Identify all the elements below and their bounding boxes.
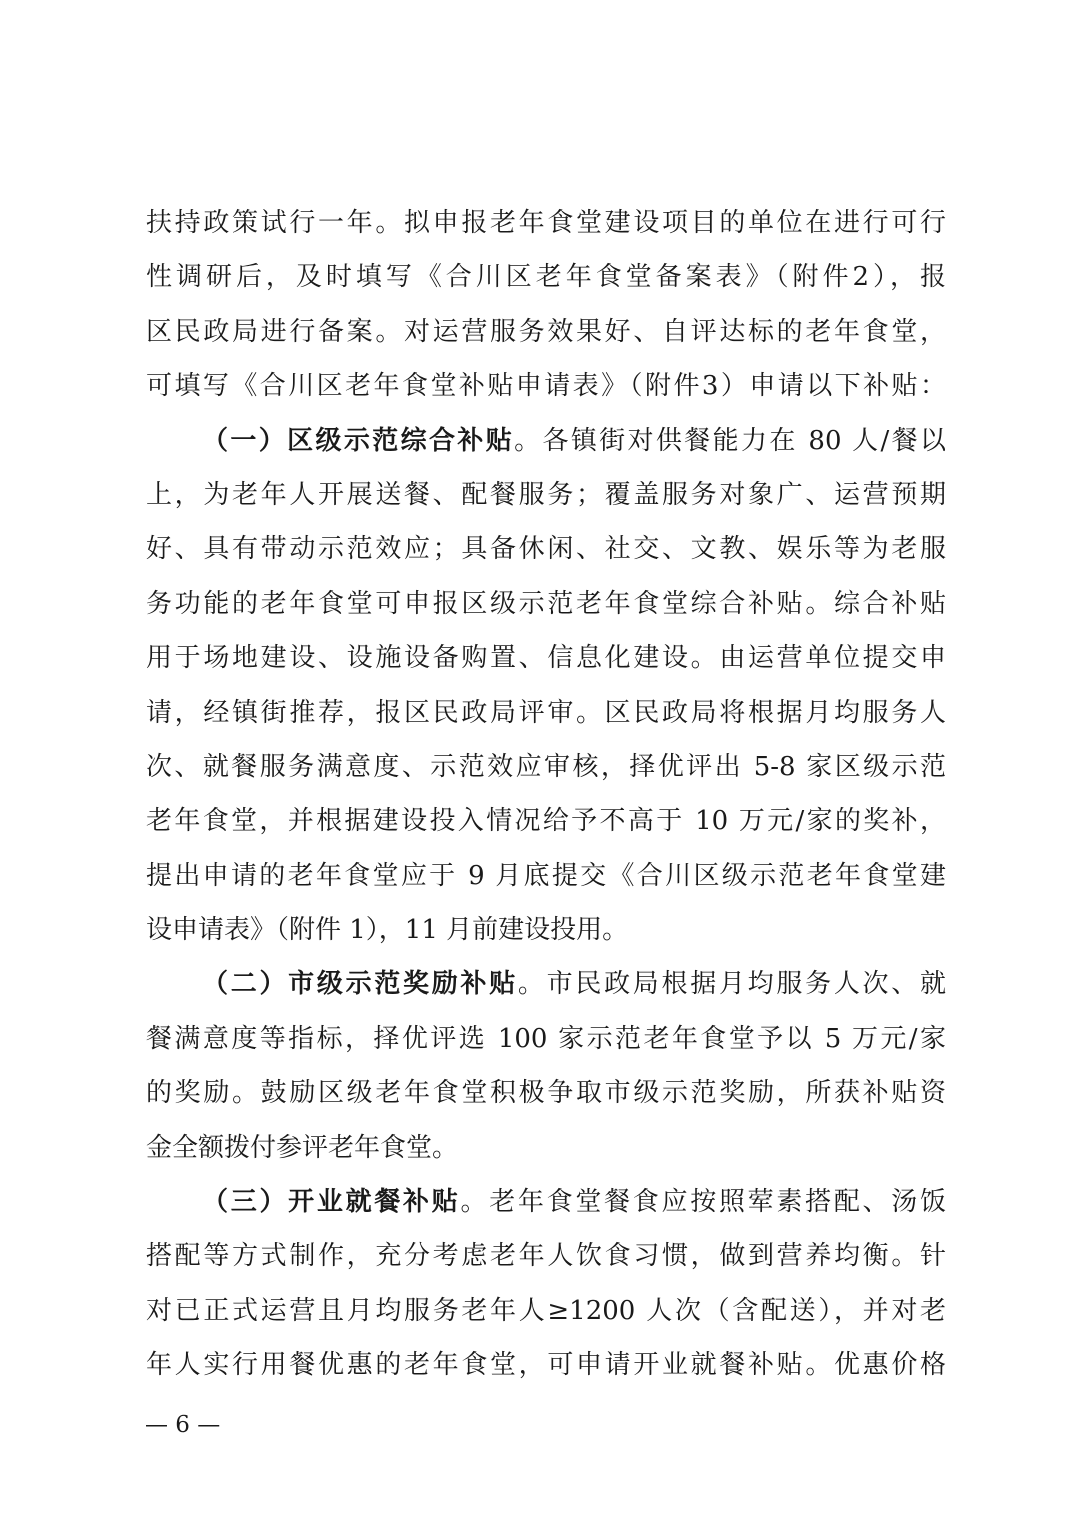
- paragraph-line: 年人实行用餐优惠的老年食堂，可申请开业就餐补贴。优惠价格: [146, 1350, 946, 1381]
- paragraph-line: 对已正式运营且月均服务老年人≥1200 人次（含配送），并对老: [146, 1295, 946, 1326]
- paragraph-line: 务功能的老年食堂可申报区级示范老年食堂综合补贴。综合补贴: [146, 588, 946, 619]
- section-1-heading: （一）区级示范综合补贴: [202, 425, 515, 456]
- paragraph-line: 餐满意度等指标，择优评选 100 家示范老年食堂予以 5 万元/家: [146, 1023, 946, 1054]
- body-text: [146, 196, 946, 1393]
- section-2-first-tail: 。市民政局根据月均服务人次、就: [517, 969, 946, 1000]
- paragraph-line: 请，经镇街推荐，报区民政局评审。区民政局将根据月均服务人: [146, 697, 946, 728]
- paragraph-line: 金全额拨付参评老年食堂。: [146, 1132, 459, 1163]
- section-1-first-tail: 。各镇街对供餐能力在 80 人/餐以: [514, 425, 946, 456]
- paragraph-line: 上，为老年人开展送餐、配餐服务；覆盖服务对象广、运营预期: [146, 479, 946, 510]
- paragraph-line: 可填写《合川区老年食堂补贴申请表》（附件3）申请以下补贴：: [146, 371, 946, 402]
- section-3-first-tail: 。老年食堂餐食应按照荤素搭配、汤饭: [460, 1187, 946, 1218]
- section-2-heading: （二）市级示范奖励补贴: [202, 969, 518, 1000]
- section-3-heading: （三）开业就餐补贴: [202, 1187, 461, 1218]
- paragraph-line: 性调研后，及时填写《合川区老年食堂备案表》（附件2），报: [146, 262, 946, 293]
- section-3-first-line: [146, 1175, 946, 1229]
- section-1-first-line: [146, 414, 946, 468]
- page-number: — 6 —: [145, 1412, 221, 1438]
- paragraph-line: 扶持政策试行一年。拟申报老年食堂建设项目的单位在进行可行: [146, 208, 946, 238]
- section-2-first-line: [146, 957, 946, 1011]
- paragraph-line: 好、具有带动示范效应；具备休闲、社交、文教、娱乐等为老服: [146, 534, 946, 565]
- paragraph-line: 次、就餐服务满意度、示范效应审核，择优评出 5-8 家区级示范: [146, 751, 946, 782]
- paragraph-line: 的奖励。鼓励区级老年食堂积极争取市级示范奖励，所获补贴资: [146, 1078, 946, 1109]
- paragraph-line: 设申请表》（附件 1），11 月前建设投用。: [146, 915, 629, 946]
- paragraph-line: 用于场地建设、设施设备购置、信息化建设。由运营单位提交申: [146, 643, 946, 674]
- paragraph-line: 区民政局进行备案。对运营服务效果好、自评达标的老年食堂，: [146, 316, 946, 347]
- paragraph-line: 提出申请的老年食堂应于 9 月底提交《合川区级示范老年食堂建: [146, 860, 946, 891]
- paragraph-line: 老年食堂，并根据建设投入情况给予不高于 10 万元/家的奖补，: [146, 806, 946, 837]
- paragraph-line: 搭配等方式制作，充分考虑老年人饮食习惯，做到营养均衡。针: [146, 1241, 946, 1272]
